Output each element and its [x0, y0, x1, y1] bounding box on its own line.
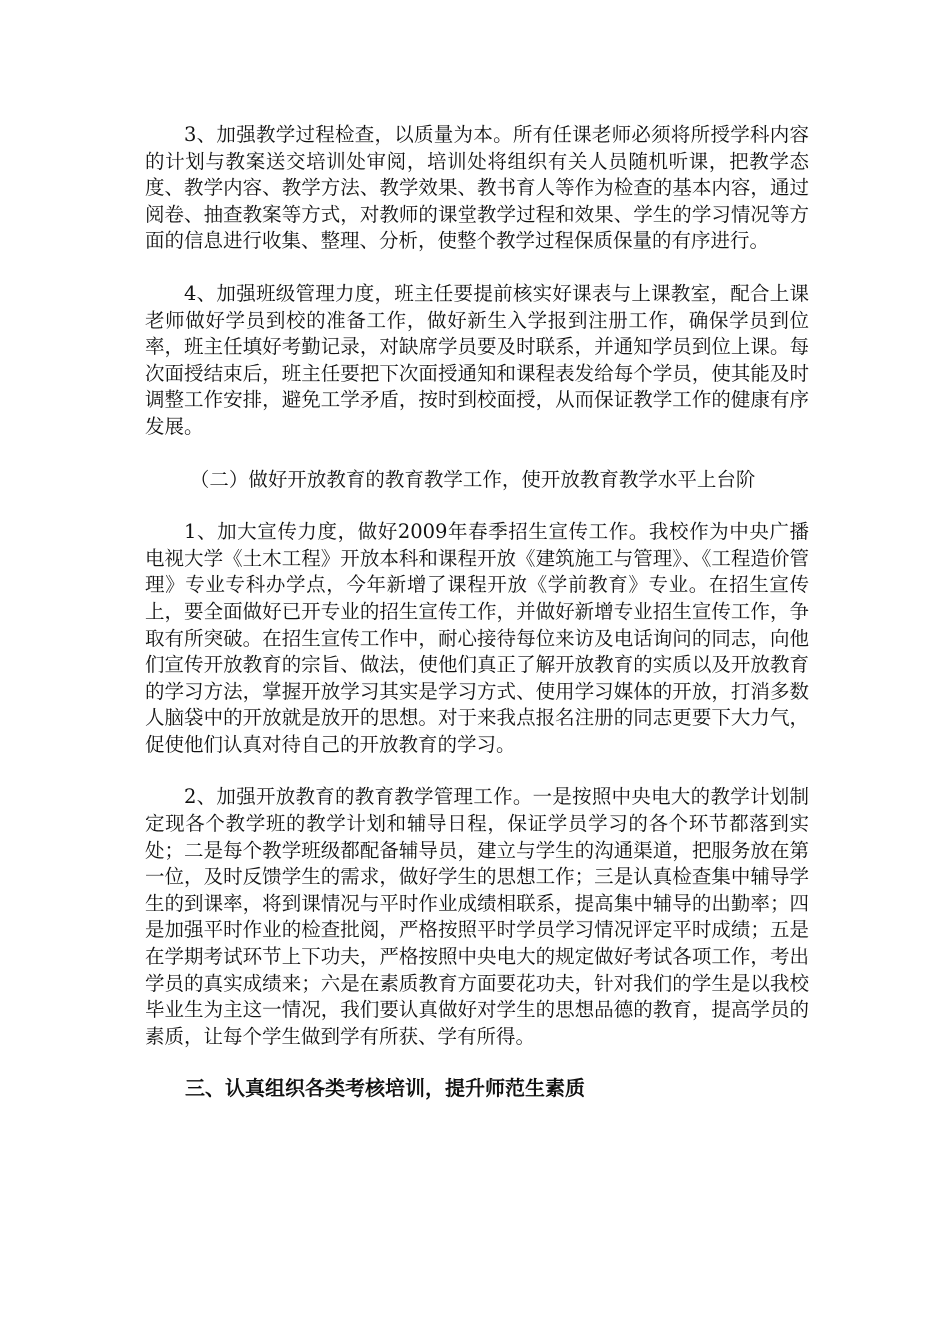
- document-page: [145, 122, 809, 1102]
- section-heading-three: 三、认真组织各类考核培训，提升师范生素质: [185, 1076, 585, 1101]
- paragraph-open-education-management: 2、加强开放教育的教育教学管理工作。一是按照中央电大的教学计划制定现各个教学班的教学计划和辅导日程，保证学员学习的各个环节都落到实处；二是每个教学班级都配备辅导员，建立与学生的沟通渠道，把服务放在第一位，及时反馈学生的需求，做好学生的思想工作；三是认真检查集中辅导学生的到课率，将到课情况与平时作业成绩相联系，提高集中辅导的出勤率；四是加强平时作业的检查批阅，严格按照平时学员学习情况评定平时成绩；五是在学期考试环节上下功夫，严格按照中央电大的规定做好考试各项工作，考出学员的真实成绩来；六是在素质教育方面要花功夫，针对我们的学生是以我校毕业生为主这一情况，我们要认真做好对学生的思想品德的教育，提高学员的素质，让每个学生做到学有所获、学有所得。: [145, 785, 809, 1048]
- subheading-open-education: （二）做好开放教育的教育教学工作，使开放教育教学水平上台阶: [189, 467, 756, 491]
- paragraph-teaching-inspection: 3、加强教学过程检查，以质量为本。所有任课老师必须将所授学科内容的计划与教案送交培训处审阅，培训处将组织有关人员随机听课，把教学态度、教学内容、教学方法、教学效果、教书育人等作为检查的基本内容，通过阅卷、抽查教案等方式，对教师的课堂教学过程和效果、学生的学习情况等方面的信息进行收集、整理、分析，使整个教学过程保质保量的有序进行。: [145, 123, 809, 253]
- paragraph-publicity: 1、加大宣传力度，做好2009年春季招生宣传工作。我校作为中央广播电视大学《土木工程》开放本科和课程开放《建筑施工与管理》、《工程造价管理》专业专科办学点，今年新增了课程开放《学前教育》专业。在招生宣传上，要全面做好已开专业的招生宣传工作，并做好新增专业招生宣传工作，争取有所突破。在招生宣传工作中，耐心接待每位来访及电话询问的同志，向他们宣传开放教育的宗旨、做法，使他们真正了解开放教育的实质以及开放教育的学习方法，掌握开放学习其实是学习方式、使用学习媒体的开放，打消多数人脑袋中的开放就是放开的思想。对于来我点报名注册的同志更要下大力气，促使他们认真对待自己的开放教育的学习。: [145, 520, 809, 756]
- paragraph-class-management: 4、加强班级管理力度，班主任要提前核实好课表与上课教室，配合上课老师做好学员到校的准备工作，做好新生入学报到注册工作，确保学员到位率，班主任填好考勤记录，对缺席学员要及时联系，并通知学员到位上课。每次面授结束后，班主任要把下次面授通知和课程表发给每个学员，使其能及时调整工作安排，避免工学矛盾，按时到校面授，从而保证教学工作的健康有序发展。: [145, 281, 809, 438]
